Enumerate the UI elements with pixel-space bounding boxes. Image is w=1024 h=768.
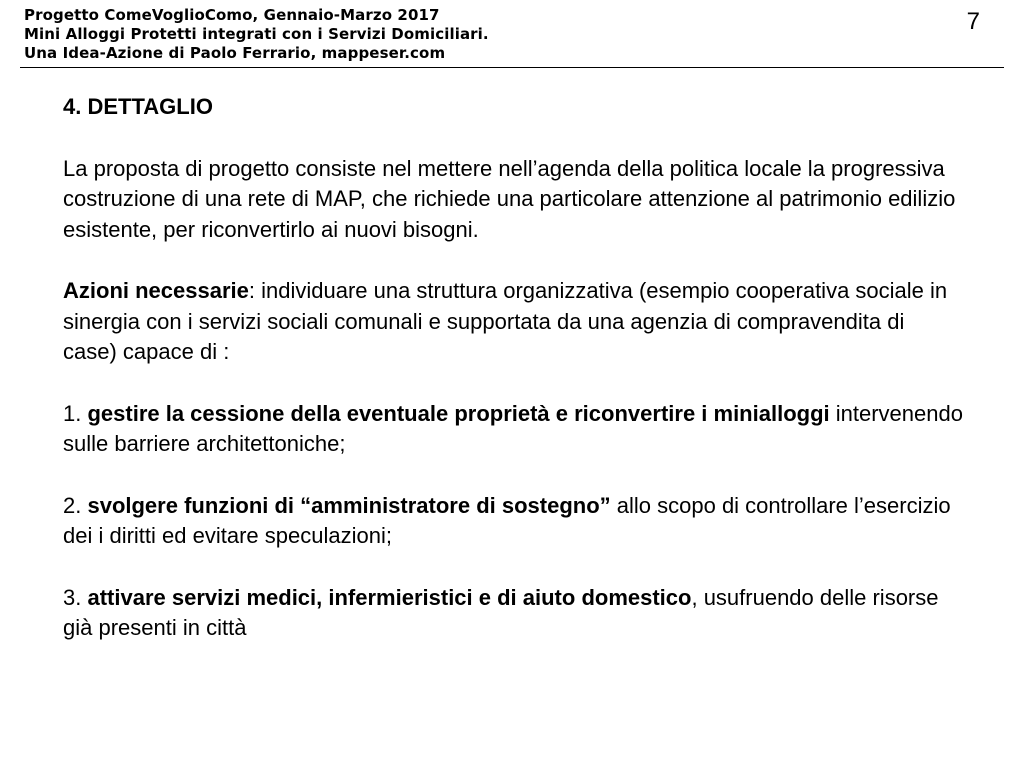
header-project-line: Progetto ComeVoglioComo, Gennaio-Marzo 2017 [24, 6, 440, 24]
actions-paragraph [63, 276, 963, 368]
slide-header [24, 6, 724, 63]
spacer [63, 123, 963, 154]
spacer [63, 245, 963, 276]
item-number: 3. [63, 584, 88, 610]
item-rest-text: allo scopo di controllare l’esercizio dei i diritti ed evitare speculazioni; [63, 492, 951, 548]
section-title: 4. DETTAGLIO [63, 94, 213, 119]
slide-body [63, 92, 963, 644]
spacer [63, 552, 963, 583]
header-subtitle-line: Mini Alloggi Protetti integrati con i Servizi Domiciliari. [24, 25, 489, 43]
item-rest-text: , usufruendo delle risorse già presenti in città [63, 584, 939, 640]
actions-label: Azioni necessarie [63, 278, 249, 303]
header-divider [20, 67, 1004, 68]
spacer [63, 368, 963, 399]
page-number: 7 [966, 8, 980, 35]
item-bold-text: gestire la cessione della eventuale proprietà e riconvertire i minialloggi [87, 400, 830, 426]
spacer [63, 460, 963, 491]
list-item-1 [63, 399, 963, 460]
item-number: 2. [63, 492, 88, 518]
list-item-3 [63, 583, 963, 644]
item-bold-text: svolgere funzioni di “amministratore di sostegno” [87, 492, 611, 518]
header-author-line: Una Idea-Azione di Paolo Ferrario, mappeser.com [24, 44, 446, 62]
item-rest-text: intervenendo sulle barriere architettoniche; [63, 400, 963, 456]
item-number: 1. [63, 400, 88, 426]
actions-text: : individuare una struttura organizzativa (esempio cooperativa sociale in sinergia con i servizi sociali comunali e supportata da una agenzia di compravendita di case) capace di : [63, 278, 948, 364]
intro-paragraph: La proposta di progetto consiste nel mettere nell’agenda della politica locale la progressiva costruzione di una rete di MAP, che richiede una particolare attenzione al patrimonio edilizio esistente, per riconvertirlo ai nuovi bisogni. [63, 155, 956, 242]
item-bold-text: attivare servizi medici, infermieristici e di aiuto domestico [87, 584, 692, 610]
list-item-2 [63, 491, 963, 552]
